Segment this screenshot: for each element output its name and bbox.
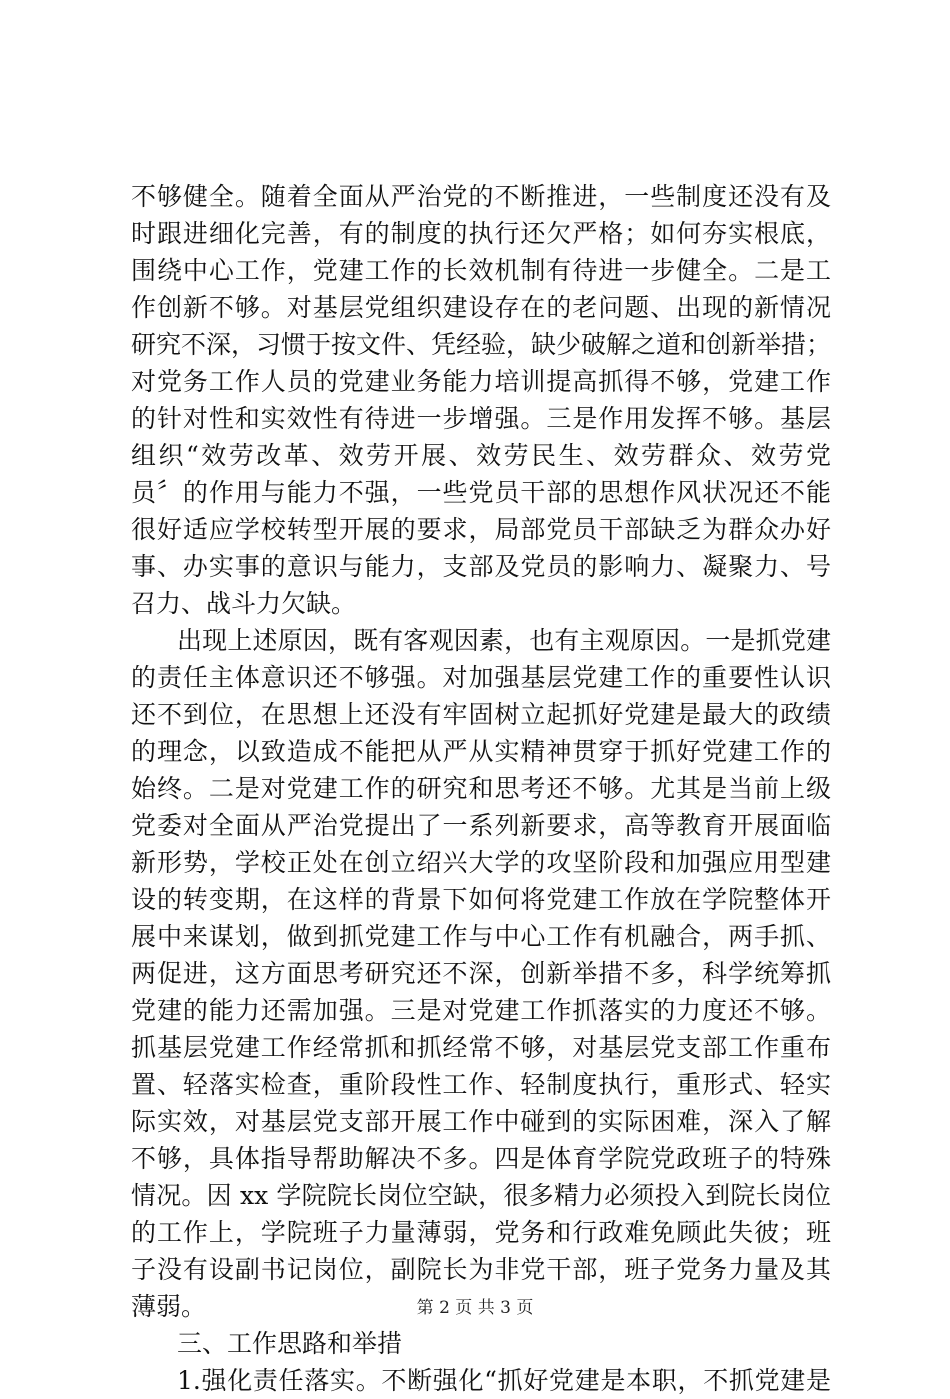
text-line: 情况。因 xx 学院院长岗位空缺，很多精力必须投入到院长岗位 xyxy=(131,1181,831,1210)
text-line: 始终。二是对党建工作的研究和思考还不够。尤其是当前上级 xyxy=(131,774,831,803)
text-line: 出现上述原因，既有客观因素，也有主观原因。一是抓党建 xyxy=(177,626,831,655)
text-line: 召力、战斗力欠缺。 xyxy=(131,589,357,618)
text-line: 时跟进细化完善，有的制度的执行还欠严格；如何夯实根底， xyxy=(131,219,831,248)
text-line: 的工作上，学院班子力量薄弱，党务和行政难免顾此失彼；班 xyxy=(131,1218,831,1247)
text-line: 两促进，这方面思考研究还不深，创新举措不多，科学统筹抓 xyxy=(131,959,831,988)
text-line: 很好适应学校转型开展的要求，局部党员干部缺乏为群众办好 xyxy=(131,515,831,544)
text-line: 不够健全。随着全面从严治党的不断推进，一些制度还没有及 xyxy=(131,182,831,211)
text-line: 子没有设副书记岗位，副院长为非党干部，班子党务力量及其 xyxy=(131,1255,831,1284)
text-line: 党建的能力还需加强。三是对党建工作抓落实的力度还不够。 xyxy=(131,996,831,1025)
text-line: 新形势，学校正处在创立绍兴大学的攻坚阶段和加强应用型建 xyxy=(131,848,831,877)
text-line: 置、轻落实检查，重阶段性工作、轻制度执行，重形式、轻实 xyxy=(131,1070,831,1099)
text-line: 组织“效劳改革、效劳开展、效劳民生、效劳群众、效劳党 xyxy=(131,441,831,470)
text-line: 党委对全面从严治党提出了一系列新要求，高等教育开展面临 xyxy=(131,811,831,840)
text-line: 围绕中心工作，党建工作的长效机制有待进一步健全。二是工 xyxy=(131,256,831,285)
text-line: 对党务工作人员的党建业务能力培训提高抓得不够，党建工作 xyxy=(131,367,831,396)
text-line: 展中来谋划，做到抓党建工作与中心工作有机融合，两手抓、 xyxy=(131,922,831,951)
text-line: 的针对性和实效性有待进一步增强。三是作用发挥不够。基层 xyxy=(131,404,831,433)
text-line: 还不到位，在思想上还没有牢固树立起抓好党建是最大的政绩 xyxy=(131,700,831,729)
text-line: 事、办实事的意识与能力，支部及党员的影响力、凝聚力、号 xyxy=(131,552,831,581)
text-line: 设的转变期，在这样的背景下如何将党建工作放在学院整体开 xyxy=(131,885,831,914)
text-line: 作创新不够。对基层党组织建设存在的老问题、出现的新情况 xyxy=(131,293,831,322)
text-line: 际实效，对基层党支部开展工作中碰到的实际困难，深入了解 xyxy=(131,1107,831,1136)
list-item-1: 1.强化责任落实。不断强化“抓好党建是本职，不抓党建是 xyxy=(177,1366,831,1395)
text-line: 不够，具体指导帮助解决不多。四是体育学院党政班子的特殊 xyxy=(131,1144,831,1173)
text-line: 抓基层党建工作经常抓和抓经常不够，对基层党支部工作重布 xyxy=(131,1033,831,1062)
text-line: 员〞的作用与能力不强，一些党员干部的思想作风状况还不能 xyxy=(131,478,831,507)
page-footer: 第 2 页 共 3 页 xyxy=(416,1298,534,1318)
paragraph-2 xyxy=(131,622,831,1325)
paragraph-1 xyxy=(131,178,831,622)
document-body xyxy=(131,178,831,1399)
text-line: 的理念，以致造成不能把从严从实精神贯穿于抓好党建工作的 xyxy=(131,737,831,766)
section-heading: 三、工作思路和举措 xyxy=(177,1329,403,1358)
text-line: 薄弱。 xyxy=(131,1292,207,1321)
text-line: 的责任主体意识还不够强。对加强基层党建工作的重要性认识 xyxy=(131,663,831,692)
text-line: 研究不深，习惯于按文件、凭经验，缺少破解之道和创新举措； xyxy=(131,330,832,359)
